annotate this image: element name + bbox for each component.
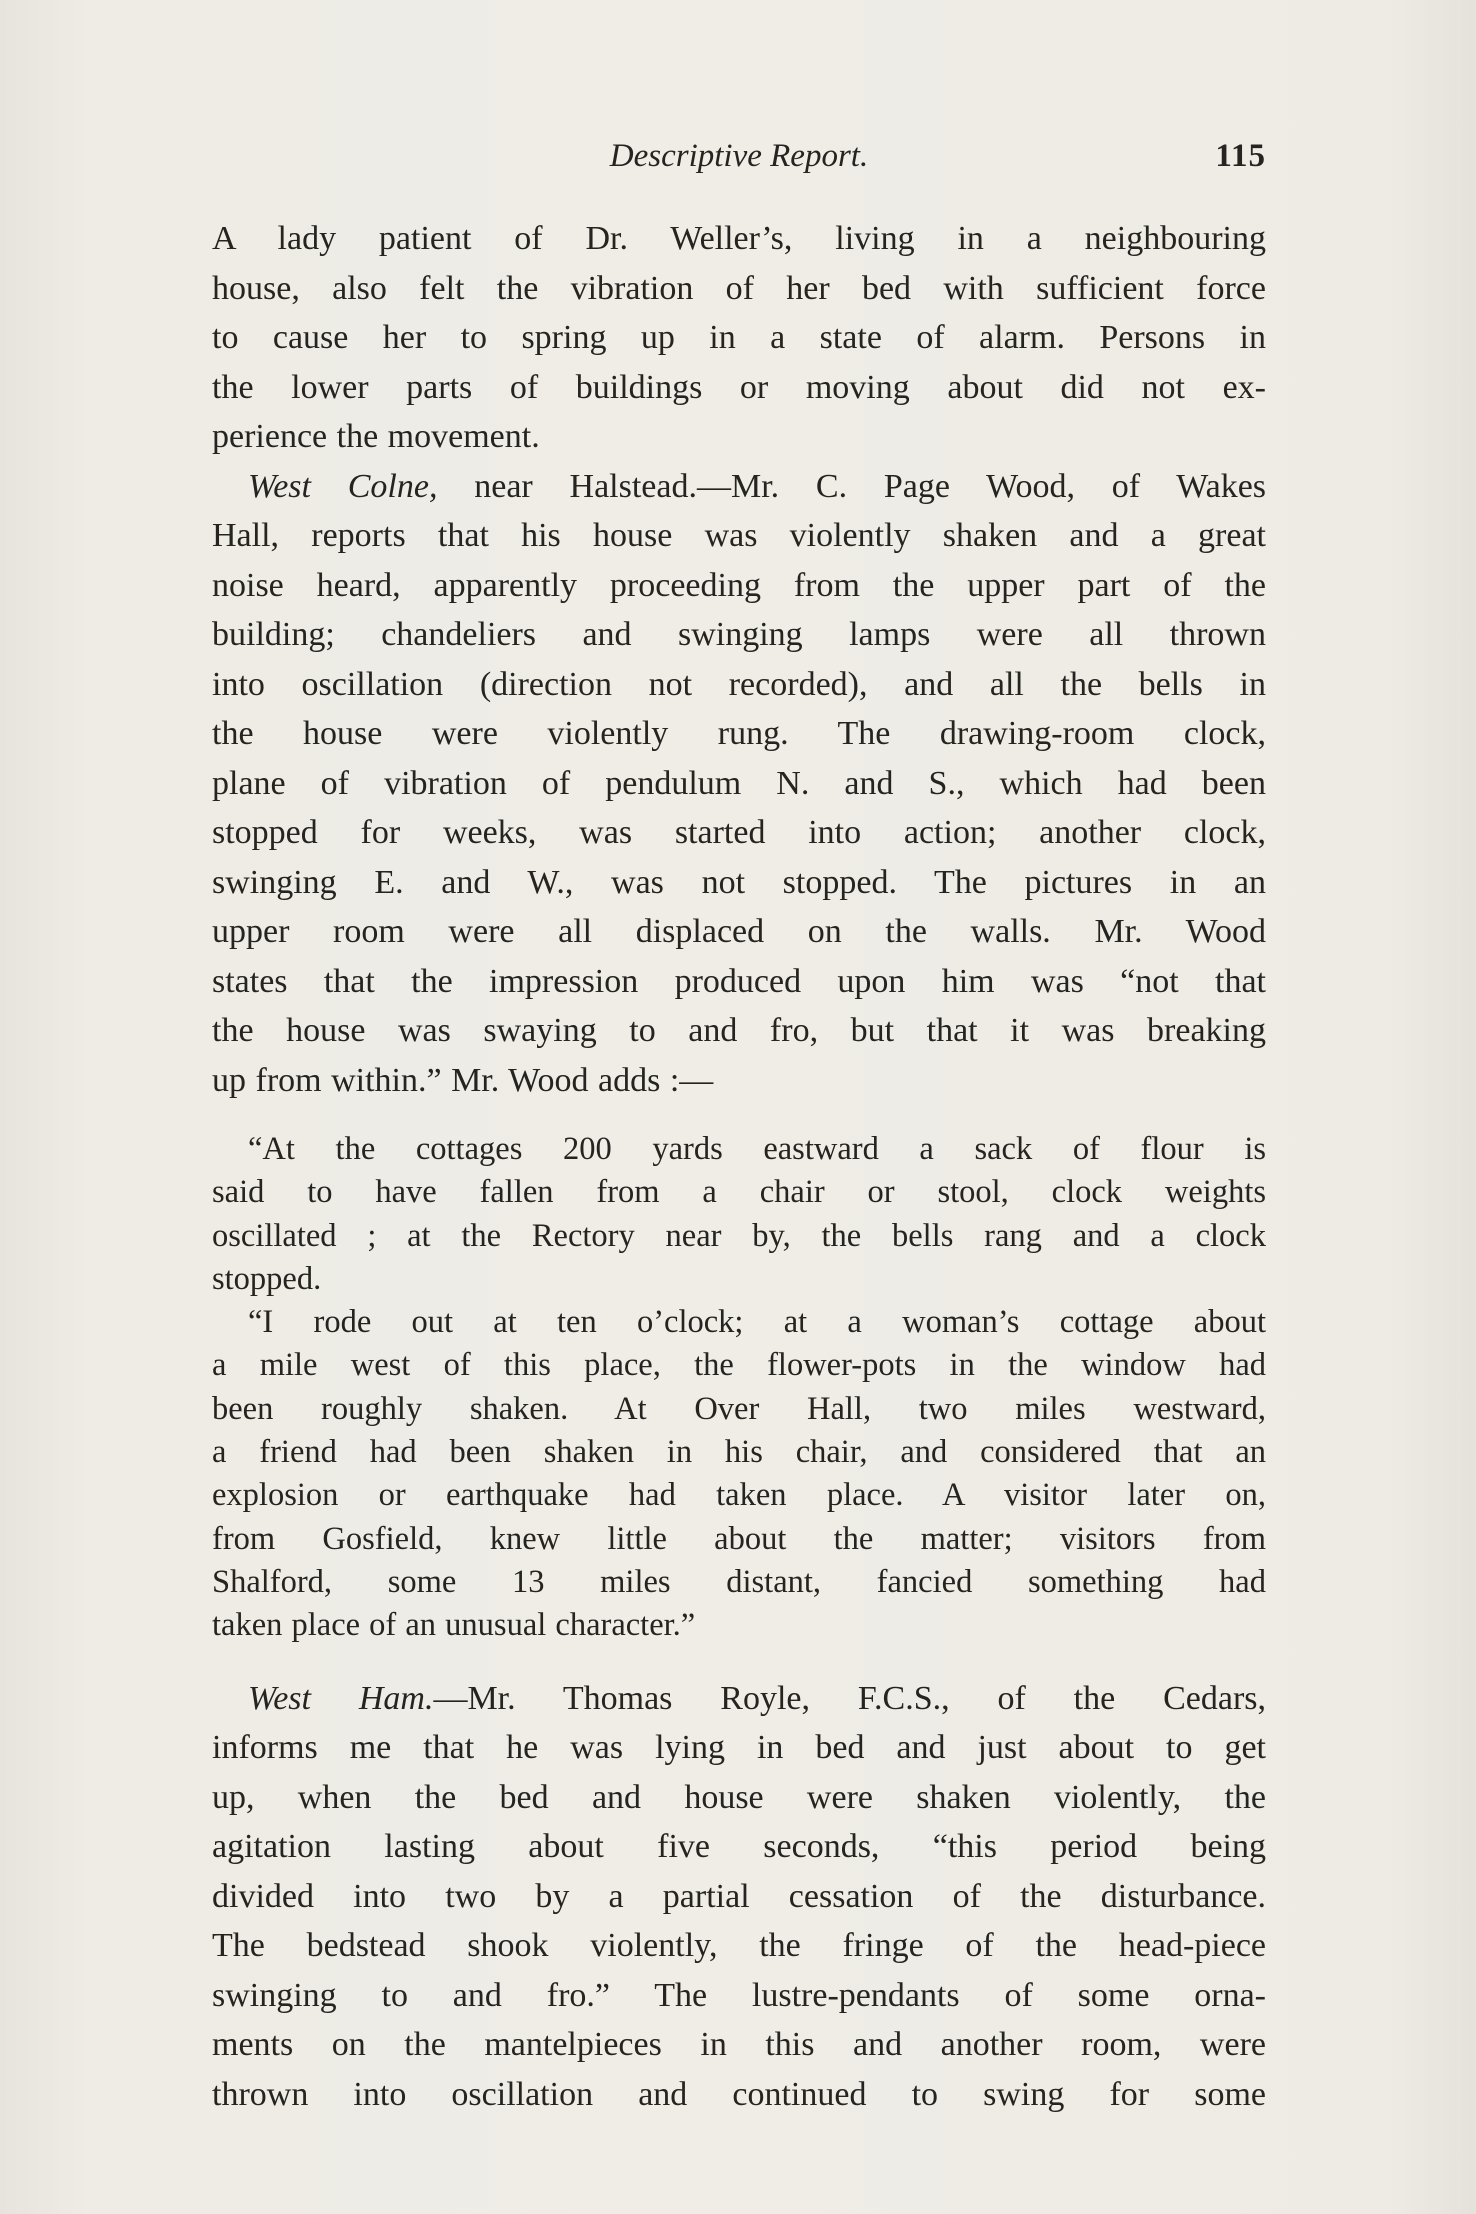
text-line: house, also felt the vibration of her bed with sufficient force <box>212 269 1266 307</box>
text-line: perience the movement. <box>212 418 540 455</box>
text-line: ments on the mantelpieces in this and another room, were <box>212 2026 1266 2064</box>
text-line: stopped for weeks, was started into action; another clock, <box>212 814 1266 851</box>
text-line: swinging to and fro.” The lustre-pendants of some orna- <box>212 1976 1266 2014</box>
line-text: near Halstead.—Mr. C. Page Wood, of Wakes <box>474 467 1267 505</box>
text-line <box>212 1674 1266 1724</box>
text-line: a friend had been shaken in his chair, and considered that an <box>212 1434 1266 1471</box>
text-line: from Gosfield, knew little about the matter; visitors from <box>212 1520 1266 1557</box>
text-line: building; chandeliers and swinging lamps were all thrown <box>212 616 1266 653</box>
text-line: “At the cottages 200 yards eastward a sack of flour is <box>248 1131 1266 1167</box>
text-line: swinging E. and W., was not stopped. The pictures in an <box>212 863 1266 901</box>
text-line: A lady patient of Dr. Weller’s, living in a neighbouring <box>212 220 1266 257</box>
text-line: explosion or earthquake had taken place. A visitor later on, <box>212 1477 1266 1514</box>
text-line: the house was swaying to and fro, but that it was breaking <box>212 1012 1266 1049</box>
running-header <box>212 138 1266 188</box>
text-line: stopped. <box>212 1260 322 1297</box>
place-name: West Ham. <box>248 1679 434 1717</box>
text-line: divided into two by a partial cessation of the disturbance. <box>212 1877 1266 1915</box>
text-line: to cause her to spring up in a state of alarm. Persons in <box>212 319 1266 356</box>
quote-cottages <box>212 1128 1266 1301</box>
text-line: upper room were all displaced on the walls. Mr. Wood <box>212 913 1266 950</box>
text-line: been roughly shaken. At Over Hall, two miles westward, <box>212 1390 1266 1427</box>
text-line: thrown into oscillation and continued to swing for some <box>212 2075 1266 2113</box>
text-line: states that the impression produced upon him was “not that <box>212 962 1266 1000</box>
text-line: Shalford, some 13 miles distant, fancied something had <box>212 1563 1266 1600</box>
quote-rode-out <box>212 1301 1266 1647</box>
text-line <box>212 462 1266 512</box>
text-line: into oscillation (direction not recorded), and all the bells in <box>212 665 1266 703</box>
paragraph-west-ham <box>212 1674 1266 2120</box>
paragraph-west-colne <box>212 462 1266 1106</box>
spacer <box>212 1105 1266 1128</box>
spacer <box>212 1648 1266 1674</box>
page-body <box>212 214 1266 2119</box>
text-line: agitation lasting about five seconds, “this period being <box>212 1828 1266 1866</box>
text-line: The bedstead shook violently, the fringe of the head-piece <box>212 1927 1266 1965</box>
text-line: taken place of an unusual character.” <box>212 1607 696 1644</box>
paragraph-lady-patient <box>212 214 1266 462</box>
text-line: the house were violently rung. The drawing-room clock, <box>212 715 1266 752</box>
text-line: up from within.” Mr. Wood adds :— <box>212 1061 714 1099</box>
place-name: West Colne, <box>248 467 438 505</box>
text-line: a mile west of this place, the flower-pots in the window had <box>212 1347 1266 1384</box>
line-text: —Mr. Thomas Royle, F.C.S., of the Cedars, <box>433 1679 1266 1717</box>
text-line: up, when the bed and house were shaken violently, the <box>212 1778 1266 1816</box>
running-title: Descriptive Report. <box>609 138 869 174</box>
text-line: said to have fallen from a chair or stool, clock weights <box>212 1174 1266 1211</box>
text-line: informs me that he was lying in bed and just about to get <box>212 1729 1266 1767</box>
text-line: “I rode out at ten o’clock; at a woman’s cottage about <box>248 1304 1266 1341</box>
text-line: Hall, reports that his house was violently shaken and a great <box>212 517 1266 554</box>
text-line: noise heard, apparently proceeding from the upper part of the <box>212 566 1266 604</box>
page-number: 115 <box>1215 138 1266 174</box>
text-line: plane of vibration of pendulum N. and S., which had been <box>212 764 1266 802</box>
text-line: the lower parts of buildings or moving about did not ex- <box>212 368 1266 406</box>
text-line: oscillated ; at the Rectory near by, the bells rang and a clock <box>212 1217 1266 1254</box>
